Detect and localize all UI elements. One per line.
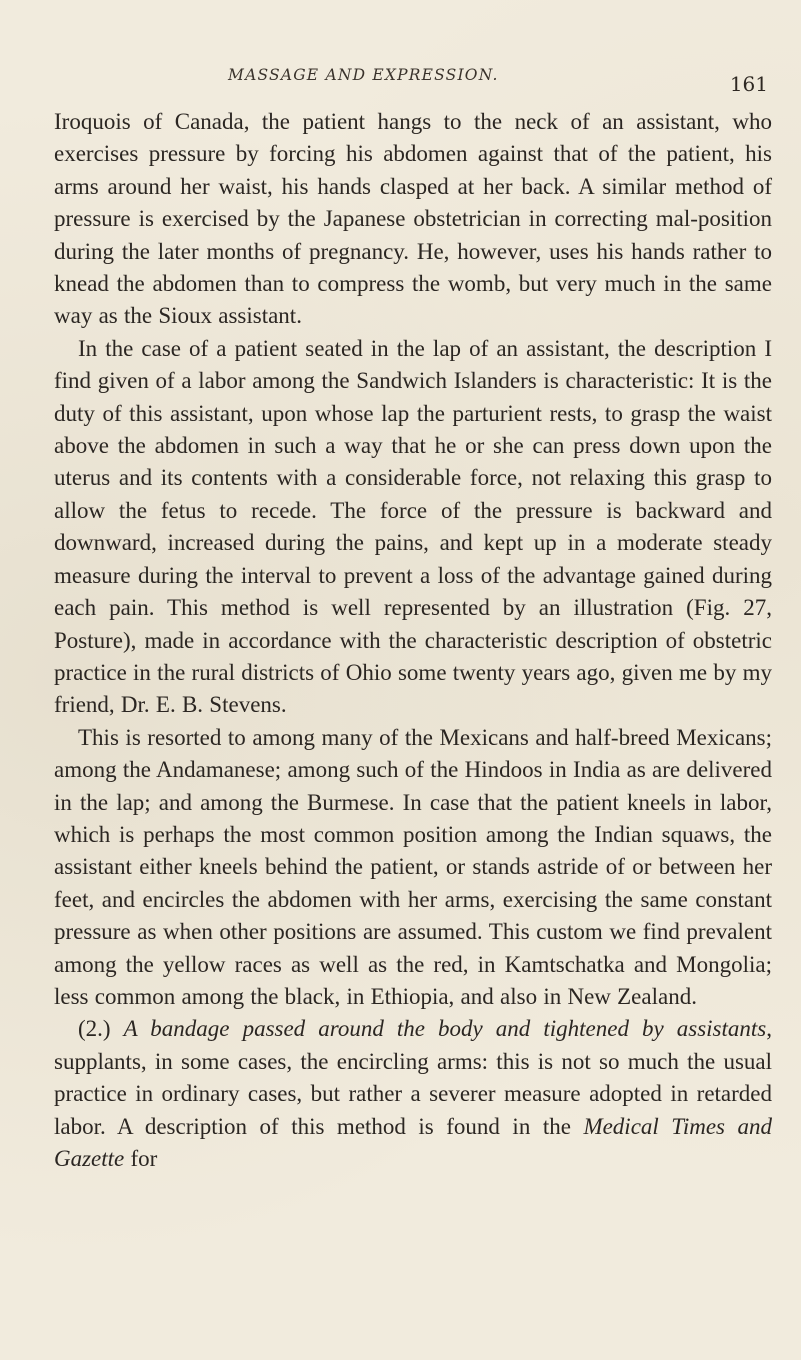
journal-title: Medical Times and Gazette	[54, 1113, 772, 1171]
italic-heading-phrase: A bandage passed around the body and tightened by assistants	[123, 1016, 767, 1042]
paragraph-text: , supplants, in some cases, the encircling arms: this is not so much the usual practice in ordinary cases, but rather a severer measure adopted in retarded labor. A description of this method is found in the	[54, 1016, 772, 1139]
page-number: 161	[729, 72, 768, 96]
book-page	[54, 58, 772, 1348]
body-text	[54, 106, 772, 1175]
section-number: (2.)	[78, 1016, 124, 1042]
running-title: MASSAGE AND EXPRESSION.	[228, 66, 499, 84]
paragraph-tail: for	[124, 1146, 158, 1171]
paragraph-continuation: Iroquois of Canada, the patient hangs to the neck of an assistant, who exercises pressure by forcing his abdomen against that of the patient, his arms around her waist, his hands clasped at her back. A similar method of pressure is exercised by the Japanese obstetrician in correcting mal-position during the later months of pregnancy. He, however, uses his hands rather to knead the abdomen than to compress the womb, but very much in the same way as the Sioux assistant.	[54, 109, 772, 329]
paragraph-sandwich-islanders: In the case of a patient seated in the lap of an assistant, the description I find given of a labor among the Sandwich Islanders is characteristic: It is the duty of this assistant, upon whose lap the parturient rests, to grasp the waist above the abdomen in such a way that he or she can press down upon the uterus and its contents with a considerable force, not relaxing this grasp to allow the fetus to recede. The force of the pressure is backward and downward, increased during the pains, and kept up in a moderate steady measure during the interval to prevent a loss of the advantage gained during each pain. This method is well represented by an illustration (Fig. 27, Posture), made in accordance with the characteristic description of obstetric practice in the rural districts of Ohio some twenty years ago, given me by my friend, Dr. E. B. Stevens.	[54, 335, 772, 718]
running-header	[54, 58, 772, 100]
paragraph-bandage	[54, 1013, 772, 1175]
paragraph-mexicans: This is resorted to among many of the Mexicans and half-breed Mexicans; among the Andamanese; among such of the Hindoos in India as are delivered in the lap; and among the Burmese. In case that the patient kneels in labor, which is perhaps the most common position among the Indian squaws, the assistant either kneels behind the patient, or stands astride of or between her feet, and encircles the abdomen with her arms, exercising the same constant pressure as when other positions are assumed. This custom we find prevalent among the yellow races as well as the red, in Kamtschatka and Mongolia; less common among the black, in Ethiopia, and also in New Zealand.	[54, 724, 772, 1009]
